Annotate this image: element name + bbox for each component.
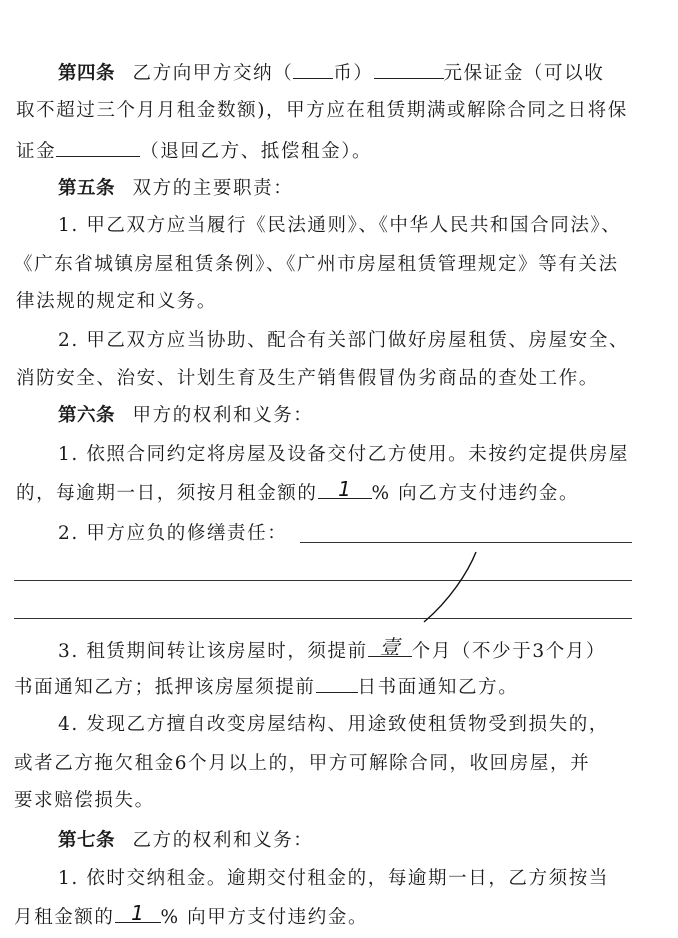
art5-item2-line1: 2. 甲乙双方应当协助、配合有关部门做好房屋租赁、房屋安全、 [58,330,630,351]
art6-item4-line1: 4. 发现乙方擅自改变房屋结构、用途致使租赁物受到损失的， [58,714,609,735]
article-6-title: 第六条 [58,405,116,426]
repair-blank-line-3[interactable] [14,618,632,619]
article-5-title: 第五条 [58,178,116,199]
art4-line1: 第四条 乙方向甲方交纳（ 币） 元保证金（可以收 [0,58,678,89]
art6-item4-line2: 或者乙方拖欠租金6个月以上的，甲方可解除合同，收回房屋，并 [14,753,591,774]
handwritten-rate: 1 [338,477,351,501]
article-7-title: 第七条 [58,830,116,851]
tenant-penalty-rate-blank[interactable] [115,902,161,923]
art6-item2: 2. 甲方应负的修缮责任： [58,523,288,544]
handwritten-months: 壹 [379,635,400,659]
art5-heading: 第五条 双方的主要职责： [58,178,294,199]
art5-item1-line1: 1. 甲乙双方应当履行《民法通则》、《中华人民共和国合同法》、 [58,215,622,236]
transfer-notice-months-blank[interactable] [368,636,412,657]
art6-item1-line1: 1. 依照合同约定将房屋及设备交付乙方使用。未按约定提供房屋 [58,444,630,465]
art4-line3: 证金 （退回乙方、抵偿租金）。 [0,136,678,167]
mortgage-notice-days-blank[interactable] [316,672,358,693]
repair-blank-line-1[interactable] [300,542,632,543]
art7-item1-line1: 1. 依时交纳租金。逾期交付租金的，每逾期一日，乙方须按当 [58,868,609,889]
art6-item4-line3: 要求赔偿损失。 [14,790,155,811]
deposit-amount-blank[interactable] [374,58,444,79]
landlord-penalty-rate-blank[interactable] [318,478,372,499]
art6-item3-line1: 3. 租赁期间转让该房屋时，须提前 壹 个月（不少于3个月） [0,636,678,667]
art6-item1-line2: 的，每逾期一日，须按月租金额的 1 % 向乙方支付违约金。 [0,478,678,509]
art5-item1-line2: 《广东省城镇房屋租赁条例》、《广州市房屋租赁管理规定》等有关法 [14,254,619,275]
art6-item3-line2: 书面通知乙方；抵押该房屋须提前 日书面通知乙方。 [0,672,678,703]
art6-heading: 第六条 甲方的权利和义务： [58,405,314,426]
strike-through-mark [410,548,490,628]
deposit-handling-blank[interactable] [56,136,140,157]
handwritten-rate-2: 1 [131,901,144,925]
art7-heading: 第七条 乙方的权利和义务： [58,830,314,851]
repair-blank-line-2[interactable] [14,580,632,581]
article-4-title: 第四条 [58,63,116,84]
art4-line2: 取不超过三个月月租金数额)，甲方应在租赁期满或解除合同之日将保 [16,100,628,121]
currency-blank[interactable] [293,58,333,79]
art5-item2-line2: 消防安全、治安、计划生育及生产销售假冒伪劣商品的查处工作。 [16,368,599,389]
art7-item1-line2: 月租金额的 1 % 向甲方支付违约金。 [0,902,678,933]
art5-item1-line3: 律法规的规定和义务。 [16,291,218,312]
